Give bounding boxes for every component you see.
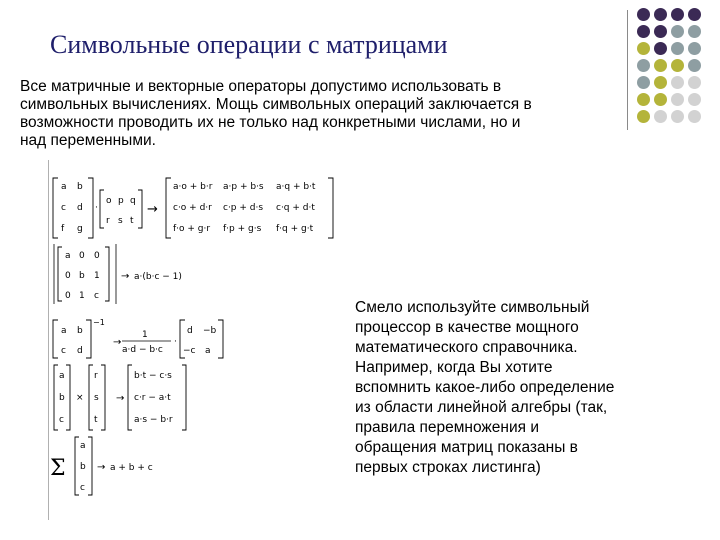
math-cell: b: [77, 182, 83, 192]
arrow-icon: →: [116, 393, 125, 404]
math-operator: ·: [174, 337, 177, 347]
math-exponent: −1: [93, 318, 105, 327]
math-cell: f·p + g·s: [223, 224, 262, 234]
math-cell: d: [77, 346, 83, 356]
math-cell: c: [61, 203, 66, 213]
math-cell: b: [59, 393, 65, 403]
math-cell: c: [94, 291, 99, 301]
math-cell: a: [65, 251, 71, 261]
determinant-example: [54, 244, 182, 304]
math-cell: a: [59, 371, 65, 381]
math-cell: t: [94, 415, 98, 425]
math-cell: s: [94, 393, 99, 403]
math-cell: t: [130, 216, 134, 226]
math-cell: f·q + g·t: [276, 224, 314, 234]
math-cell: g: [77, 224, 83, 234]
side-note-line: Например, когда Вы хотите: [355, 359, 553, 376]
math-cell: b·t − c·s: [134, 371, 172, 381]
intro-line: символьных вычислениях. Мощь символьных операций заключается в: [20, 96, 532, 113]
math-cell: d: [77, 203, 83, 213]
arrow-icon: →: [113, 337, 122, 348]
math-cell: c: [80, 483, 85, 493]
math-cell: a: [61, 182, 67, 192]
math-cell: 1: [79, 291, 85, 301]
math-cell: a·s − b·r: [134, 415, 173, 425]
math-cell: c·p + d·s: [223, 203, 264, 213]
math-result: a + b + c: [110, 463, 153, 473]
math-cell: c: [59, 415, 64, 425]
matrix-product-example: [53, 178, 333, 238]
arrow-icon: →: [97, 462, 106, 473]
page-title: Символьные операции с матрицами: [50, 30, 448, 59]
math-cell: o: [106, 196, 112, 206]
math-cell: c·o + d·r: [173, 203, 212, 213]
intro-line: Все матричные и векторные операторы допустимо использовать в: [20, 78, 502, 95]
math-operator: ·: [95, 203, 98, 213]
math-cell: 0: [65, 271, 71, 281]
vector-sum-example: [50, 437, 153, 495]
side-note-line: обращения матриц показаны в: [355, 439, 578, 456]
math-cell: a·p + b·s: [223, 182, 264, 192]
side-note-line: из области линейной алгебры (так,: [355, 399, 608, 416]
math-operator: ×: [76, 393, 84, 403]
side-note-line: вспомнить какое-либо определение: [355, 379, 615, 396]
math-cell: a: [61, 326, 67, 336]
math-cell: f·o + g·r: [173, 224, 211, 234]
math-cell: −c: [183, 346, 196, 356]
math-cell: −b: [203, 326, 217, 336]
math-denominator: a·d − b·c: [122, 345, 163, 355]
sigma-symbol: Σ: [50, 456, 66, 481]
cross-product-example: [54, 365, 186, 430]
math-cell: d: [187, 326, 193, 336]
math-result: a·(b·c − 1): [134, 272, 182, 282]
math-cell: p: [118, 196, 124, 206]
math-cell: 0: [65, 291, 71, 301]
math-cell: 1: [94, 271, 100, 281]
intro-line: над переменными.: [20, 132, 156, 149]
inverse-example: [53, 318, 223, 358]
math-cell: q: [130, 196, 136, 206]
math-cell: c·r − a·t: [134, 393, 171, 403]
math-cell: 0: [79, 251, 85, 261]
side-note-line: процессор в качестве мощного: [355, 319, 579, 336]
math-cell: b: [79, 271, 85, 281]
math-cell: c·q + d·t: [276, 203, 315, 213]
math-cell: r: [106, 216, 110, 226]
arrow-icon: →: [147, 202, 158, 217]
math-cell: a: [80, 441, 86, 451]
math-cell: a: [205, 346, 211, 356]
math-cell: a·o + b·r: [173, 182, 213, 192]
intro-line: возможности проводить их не только над конкретными числами, но и: [20, 114, 521, 131]
math-cell: s: [118, 216, 123, 226]
side-note-line: Смело используйте символьный: [355, 299, 590, 316]
math-cell: f: [61, 224, 65, 234]
side-note-line: правила перемножения и: [355, 419, 539, 436]
math-cell: 0: [94, 251, 100, 261]
math-cell: c: [61, 346, 66, 356]
math-cell: a·q + b·t: [276, 182, 316, 192]
math-cell: r: [94, 371, 98, 381]
math-cell: b: [77, 326, 83, 336]
side-note-line: математического справочника.: [355, 339, 578, 356]
math-cell: b: [80, 462, 86, 472]
math-numerator: 1: [142, 330, 148, 340]
side-note: [355, 298, 655, 478]
side-note-line: первых строках листинга): [355, 459, 541, 476]
arrow-icon: →: [121, 271, 130, 282]
